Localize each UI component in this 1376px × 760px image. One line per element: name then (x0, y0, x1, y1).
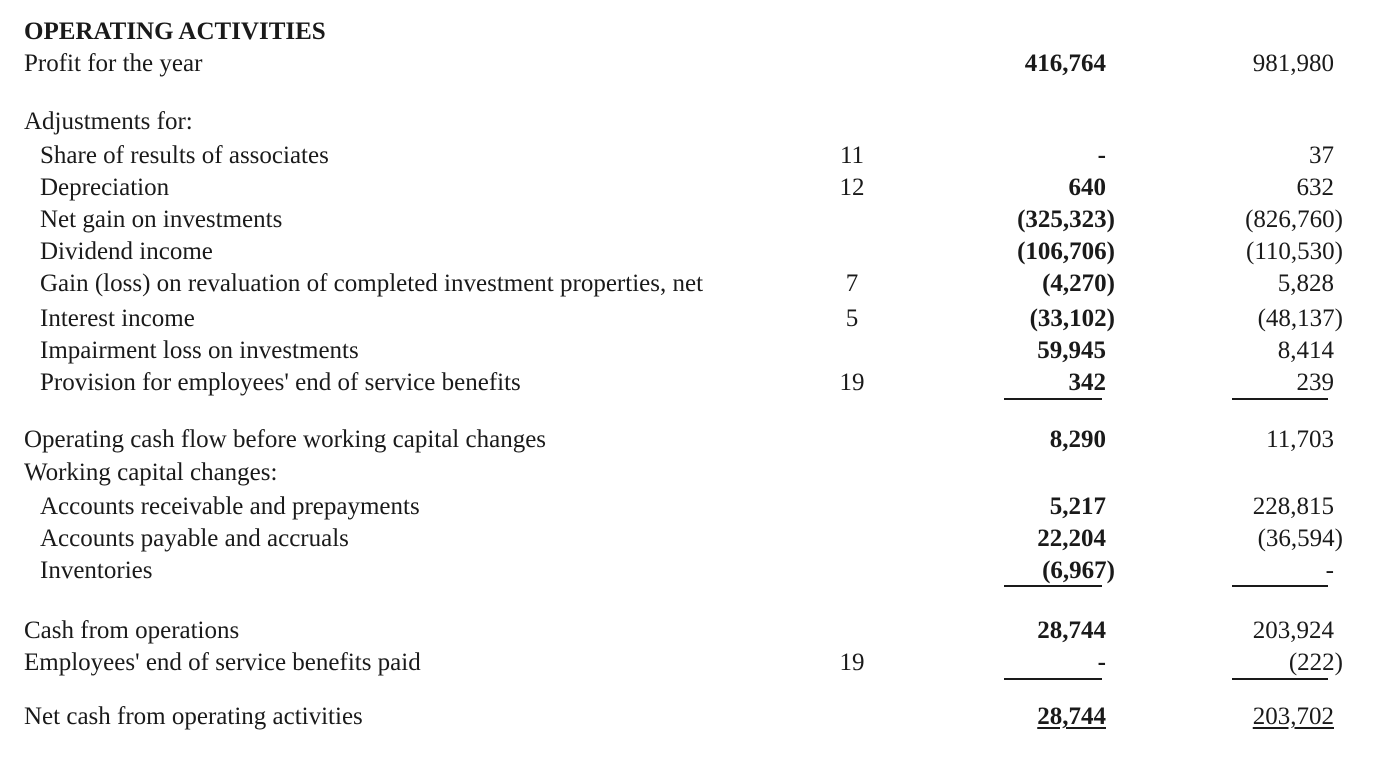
adjustment-previous: (110,530) (1246, 238, 1343, 265)
working-capital-current: 22,204 (1037, 525, 1106, 552)
net-cash-previous: 203,702 (1252, 703, 1334, 730)
adjustment-current: 342 (1068, 369, 1106, 396)
working-capital-previous: - (1325, 557, 1334, 584)
adjustment-previous: (48,137) (1257, 305, 1343, 332)
adjustment-current: (4,270) (1042, 270, 1115, 297)
working-capital-heading: Working capital changes: (24, 459, 278, 486)
operating-cash-flow-previous: 11,703 (1266, 426, 1334, 453)
working-capital-previous: 228,815 (1252, 493, 1334, 520)
adjustment-row-interest (0, 303, 1376, 335)
net-cash-current: 28,744 (1037, 703, 1106, 730)
adjustment-row-revaluation (0, 268, 1376, 300)
adjustments-heading-row (0, 106, 1376, 138)
eosb-paid-current: - (1097, 649, 1106, 676)
section-heading: OPERATING ACTIVITIES (24, 18, 326, 45)
subtotal-rule-current (1004, 398, 1102, 400)
working-capital-rule-current (1004, 585, 1102, 587)
operating-cash-flow-row (0, 424, 1376, 456)
adjustment-current: 59,945 (1037, 337, 1106, 364)
adjustment-previous: 239 (1296, 369, 1334, 396)
net-cash-row (0, 701, 1376, 733)
eosb-paid-label: Employees' end of service benefits paid (24, 649, 421, 676)
adjustment-label: Impairment loss on investments (40, 337, 359, 364)
adjustment-current: (325,323) (1017, 206, 1115, 233)
adjustment-current: (33,102) (1029, 305, 1115, 332)
profit-label: Profit for the year (24, 50, 203, 77)
adjustment-row-dividend (0, 236, 1376, 268)
adjustment-row-provision (0, 367, 1376, 399)
working-capital-current: 5,217 (1049, 493, 1106, 520)
working-capital-row-inventories (0, 555, 1376, 587)
adjustment-row-impairment (0, 335, 1376, 367)
working-capital-row-receivable (0, 491, 1376, 523)
cash-from-operations-previous: 203,924 (1252, 617, 1334, 644)
adjustment-label: Depreciation (40, 174, 170, 201)
cash-from-operations-current: 28,744 (1037, 617, 1106, 644)
adjustment-label: Dividend income (40, 238, 213, 265)
working-capital-rule-previous (1232, 585, 1328, 587)
eosb-paid-note: 19 (839, 649, 865, 676)
adjustment-previous: 5,828 (1277, 270, 1334, 297)
adjustments-heading: Adjustments for: (24, 108, 193, 135)
working-capital-heading-row (0, 457, 1376, 489)
adjustment-note: 19 (839, 369, 865, 396)
adjustment-current: - (1097, 142, 1106, 169)
adjustment-label: Provision for employees' end of service benefits (40, 369, 521, 396)
adjustment-current: (106,706) (1017, 238, 1115, 265)
profit-row (0, 48, 1376, 80)
eosb-rule-current (1004, 678, 1102, 680)
profit-previous: 981,980 (1252, 50, 1334, 77)
adjustment-label: Share of results of associates (40, 142, 329, 169)
adjustment-row-associates (0, 140, 1376, 172)
working-capital-label: Inventories (40, 557, 153, 584)
adjustment-label: Net gain on investments (40, 206, 283, 233)
operating-cash-flow-current: 8,290 (1049, 426, 1106, 453)
operating-cash-flow-label: Operating cash flow before working capital changes (24, 426, 547, 453)
section-heading-row (0, 16, 1376, 48)
adjustment-note: 11 (839, 142, 865, 169)
eosb-rule-previous (1232, 678, 1328, 680)
adjustment-note: 12 (839, 174, 865, 201)
adjustment-label: Interest income (40, 305, 195, 332)
adjustment-previous: (826,760) (1245, 206, 1343, 233)
cash-from-operations-row (0, 615, 1376, 647)
working-capital-label: Accounts payable and accruals (40, 525, 349, 552)
adjustment-previous: 632 (1296, 174, 1334, 201)
profit-current: 416,764 (1024, 50, 1106, 77)
cash-from-operations-label: Cash from operations (24, 617, 240, 644)
adjustment-note: 7 (845, 270, 859, 297)
net-cash-label: Net cash from operating activities (24, 703, 363, 730)
adjustment-previous: 37 (1309, 142, 1334, 169)
adjustment-previous: 8,414 (1277, 337, 1334, 364)
eosb-paid-row (0, 647, 1376, 679)
eosb-paid-previous: (222) (1288, 649, 1343, 676)
subtotal-rule-previous (1232, 398, 1328, 400)
working-capital-label: Accounts receivable and prepayments (40, 493, 420, 520)
adjustment-row-net-gain (0, 204, 1376, 236)
working-capital-row-payable (0, 523, 1376, 555)
working-capital-current: (6,967) (1042, 557, 1115, 584)
adjustment-note: 5 (845, 305, 859, 332)
adjustment-label: Gain (loss) on revaluation of completed investment properties, net (40, 270, 704, 297)
adjustment-current: 640 (1068, 174, 1106, 201)
adjustment-row-depreciation (0, 172, 1376, 204)
working-capital-previous: (36,594) (1257, 525, 1343, 552)
